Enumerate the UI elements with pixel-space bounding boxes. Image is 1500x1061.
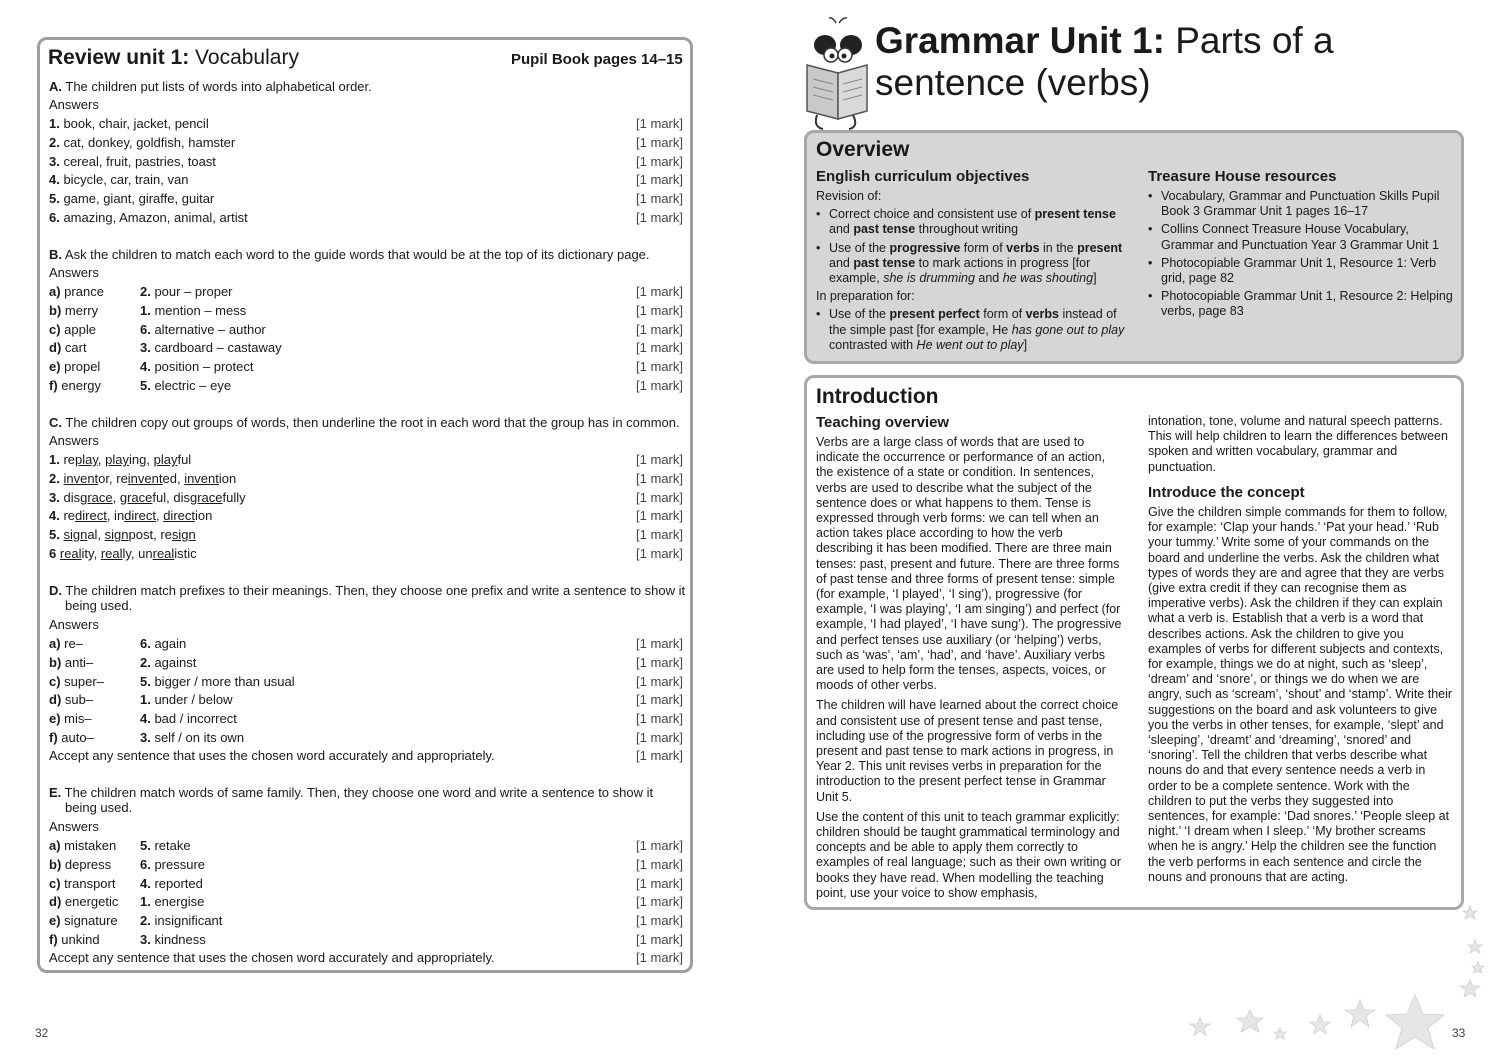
mark-label: [1 mark] [636,452,683,467]
mark-label: [1 mark] [636,470,683,486]
teaching-paragraph: intonation, tone, volume and natural speech patterns. This will help children to learn the differences between spoken and written vocabulary, grammar and punctuation. [1148,414,1448,474]
mark-label: [1 mark] [636,191,683,207]
mark-label: [1 mark] [636,153,683,169]
section-c-intro: C. The children copy out groups of words, then underline the root in each word that the group has in common. [49,415,680,430]
resources-heading: Treasure House resources [1148,168,1337,185]
answer-row: a) re– 6. again [1 mark] [49,636,683,651]
review-unit-title: Review unit 1: Vocabulary [48,46,299,69]
mark-label: [1 mark] [636,359,683,375]
section-a-intro: A. The children put lists of words into alphabetical order. [49,79,372,94]
answer-row: b) merry 1. mention – mess [1 mark] [49,302,683,318]
answer-row: 4. redirect, indirect, direction [1 mark] [49,508,683,524]
mark-label: [1 mark] [636,210,683,225]
mark-label: [1 mark] [636,875,683,891]
mark-label: [1 mark] [636,546,683,561]
in-preparation-label: In preparation for: [816,289,915,304]
resource-item: • Photocopiable Grammar Unit 1, Resource 1: Verb grid, page 82 [1148,256,1453,286]
mark-label: [1 mark] [636,302,683,318]
section-d-intro: D. The children match prefixes to their meanings. Then, they choose one prefix and write a sentence to show it being used. [49,583,686,613]
objectives-heading: English curriculum objectives [816,168,1030,185]
mark-label: [1 mark] [636,932,683,947]
mark-label: [1 mark] [636,527,683,543]
mark-label: [1 mark] [636,856,683,872]
resource-item: • Photocopiable Grammar Unit 1, Resource 2: Helping verbs, page 83 [1148,289,1453,319]
answer-row: f) unkind 3. kindness [1 mark] [49,932,683,947]
objectives-list [816,189,1126,356]
introduce-paragraph: Give the children simple commands for them to follow, for example: ‘Clap your hands.’ ‘Pat your head.’ ‘Rub your tummy.’ Write some of your commands on the board and underline the verbs. Ask the children what types of words they are and agree that they are verbs (give extra credit if they can recognise them as imperative verbs). Ask the children if they can explain what a verb is. Establish that a verb is a word that describes actions. Ask the children to give you examples of verbs for different subjects and contexts, for example, things we do at night, such as ‘sleep’, ‘dream’ and ‘snore’, or things we do when we are angry, such as ‘scream’, ‘shout’ and ‘stamp’. Write their suggestions on the board and ask volunteers to give you the verbs in other tenses, for example, ‘slept’ and ‘sleeping’, ‘dreamt’ and ‘dreaming’, ‘snored’ and ‘snoring’. Tell the children that verbs describe what nouns do and that every sentence needs a verb in order to be a complete sentence. Work with the children to put the verbs they suggested into sentences, for example: ‘Dad snores.’ ‘People sleep at night.’ ‘I dream when I sleep.’ ‘My brother screams when he is angry.’ Help the children see the function the verb performs in each sentence and circle the nouns and pronouns that are acting. [1148,505,1453,884]
mark-label: [1 mark] [636,489,683,505]
introduce-concept-heading: Introduce the concept [1148,483,1305,501]
answer-row: 2. inventor, reinvented, invention [1 mark] [49,470,683,486]
mark-label: [1 mark] [636,913,683,929]
mark-label: [1 mark] [636,116,683,131]
mark-label: [1 mark] [636,838,683,853]
objective-item: • Use of the progressive form of verbs in the present and past tense to mark actions in progress [for example, she is drumming and he was shouting] [816,241,1126,287]
introduction-right-column [1148,414,1454,890]
answer-row: e) propel 4. position – protect [1 mark] [49,359,683,375]
mark-label: [1 mark] [636,134,683,150]
objective-item: • Use of the present perfect form of verbs instead of the simple past [for example, He has gone out to play contrasted with He went out to play] [816,307,1126,353]
right-page-number: 33 [1452,1026,1466,1040]
answer-row: d) energetic 1. energise [1 mark] [49,894,683,910]
mark-label: [1 mark] [636,636,683,651]
grammar-unit-title: Grammar Unit 1: Parts of a sentence (verbs) [875,20,1334,103]
mark-label: [1 mark] [636,284,683,299]
resource-item: • Vocabulary, Grammar and Punctuation Skills Pupil Book 3 Grammar Unit 1 pages 16–17 [1148,189,1453,219]
teaching-paragraph: Use the content of this unit to teach grammar explicitly: children should be taught grammatical terminology and concepts and be able to apply them correctly to examples of real language; such as their own writing or books they have read. When modelling the teaching point, use your voice to show emphasis, [816,809,1122,900]
answer-row: 5. signal, signpost, resign [1 mark] [49,527,683,543]
answer-row: f) energy 5. electric – eye [1 mark] [49,378,683,393]
resources-list [1148,189,1453,323]
answer-row: 3. cereal, fruit, pastries, toast [1 mark] [49,153,683,169]
mark-label: [1 mark] [636,730,683,745]
answer-row: c) apple 6. alternative – author [1 mark] [49,321,683,337]
answer-row: d) sub– 1. under / below [1 mark] [49,692,683,708]
section-e-intro: E. The children match words of same family. Then, they choose one word and write a sentence to show it being used. [49,785,654,815]
revision-of-label: Revision of: [816,189,882,203]
mark-label: [1 mark] [636,894,683,910]
teaching-paragraph: The children will have learned about the correct choice and consistent use of present tense and past tense, including use of the progressive form of verbs in the present and past tense to mark actions in progress, in Year 2. This unit revises verbs in preparation for the introduction to the present perfect tense in Grammar Unit 5. [816,698,1119,804]
overview-heading: Overview [816,138,910,161]
teaching-overview-heading: Teaching overview [816,414,950,431]
left-page-number: 32 [35,1026,49,1040]
answers-label: Answers [49,617,99,632]
teaching-overview-text [816,435,1122,906]
answer-row: 4. bicycle, car, train, van [1 mark] [49,172,683,188]
answer-row: c) transport 4. reported [1 mark] [49,875,683,891]
answer-row: c) super– 5. bigger / more than usual [1 mark] [49,673,683,689]
mark-label: [1 mark] [636,673,683,689]
resource-item: • Collins Connect Treasure House Vocabulary, Grammar and Punctuation Year 3 Grammar Unit 1 [1148,222,1453,252]
answer-row: 6 reality, really, unrealistic [1 mark] [49,546,683,561]
mark-label: [1 mark] [636,692,683,708]
teaching-paragraph: Verbs are a large class of words that are used to indicate the occurrence or performance of an action, the existence of a state or condition. In sentences, verbs are used to describe what the subject of the sentence does or what happens to them. Tense is expressed through verb forms: we can tell when an action takes place according to how the verb describing it has been modified. There are three main tenses: past, present and future. There are three forms of past tense and three forms of present tense: simple (for example, ‘I played’, ‘I sing’), progressive (for example, ‘I was playing’, ‘I am singing’) and perfect (for example, ‘I had played’, ‘I have sung’). The progressive and perfect tenses use auxiliary (or ‘helping’) verbs, such as ‘was’, ‘am’, ‘had’, and ‘have’. Auxiliary verbs are used to help form the tenses, aspects, voices, or moods of other verbs. [816,435,1122,693]
answer-row: d) cart 3. cardboard – castaway [1 mark] [49,340,683,356]
answers-label: Answers [49,433,99,448]
objective-item: • Correct choice and consistent use of present tense and past tense throughout writing [816,207,1126,237]
answer-row: e) signature 2. insignificant [1 mark] [49,913,683,929]
mark-label: [1 mark] [636,508,683,524]
answer-row: 1. replay, playing, playful [1 mark] [49,452,683,467]
answer-row: e) mis– 4. bad / incorrect [1 mark] [49,711,683,727]
pupil-book-reference: Pupil Book pages 14–15 [511,51,683,68]
answers-label: Answers [49,97,99,112]
answer-row: 3. disgrace, graceful, disgracefully [1 mark] [49,489,683,505]
answers-label: Answers [49,265,99,280]
answer-row: a) prance 2. pour – proper [1 mark] [49,284,683,299]
answer-row: b) anti– 2. against [1 mark] [49,654,683,670]
introduction-heading: Introduction [816,385,939,408]
answer-row: f) auto– 3. self / on its own [1 mark] [49,730,683,745]
reading-mascot-icon [803,15,869,133]
answer-row: 5. game, giant, giraffe, guitar [1 mark] [49,191,683,207]
stars-decoration [1170,900,1500,1061]
mark-label: [1 mark] [636,711,683,727]
mark-label: [1 mark] [636,340,683,356]
mark-label: [1 mark] [636,378,683,393]
section-d-accept-row: Accept any sentence that uses the chosen word accurately and appropriately. [1 mark] [49,748,683,763]
section-e-accept-row: Accept any sentence that uses the chosen word accurately and appropriately. [1 mark] [49,950,683,965]
answers-label: Answers [49,819,99,834]
answer-row: b) depress 6. pressure [1 mark] [49,856,683,872]
mark-label: [1 mark] [636,172,683,188]
mark-label: [1 mark] [636,321,683,337]
answer-row: 6. amazing, Amazon, animal, artist [1 mark] [49,210,683,225]
mark-label: [1 mark] [636,654,683,670]
section-b-intro: B. Ask the children to match each word to the guide words that would be at the top of its dictionary page. [49,247,650,262]
answer-row: 2. cat, donkey, goldfish, hamster [1 mark] [49,134,683,150]
answer-row: 1. book, chair, jacket, pencil [1 mark] [49,116,683,131]
answer-row: a) mistaken 5. retake [1 mark] [49,838,683,853]
